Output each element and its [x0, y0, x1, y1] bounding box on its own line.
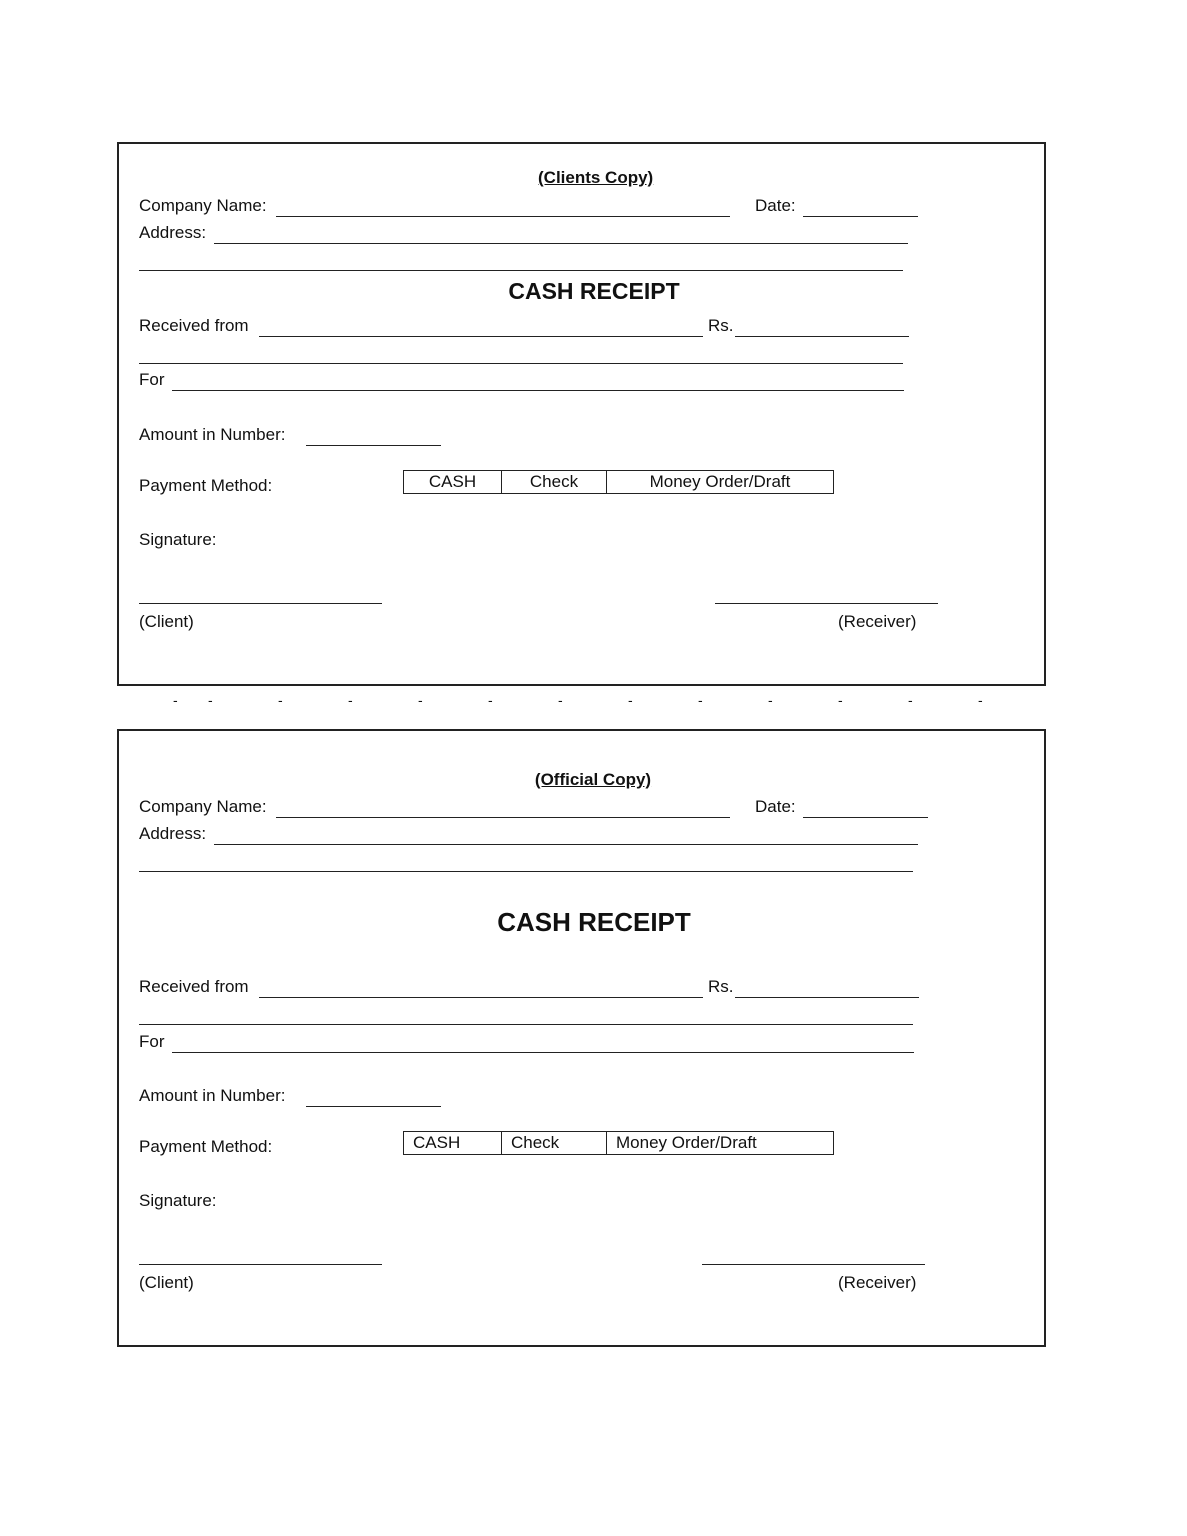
date-label: Date: [755, 196, 796, 215]
client-label: (Client) [139, 1273, 194, 1292]
payment-method-table [403, 1131, 834, 1155]
date-label: Date: [755, 797, 796, 816]
signature-label: Signature: [139, 530, 217, 549]
client-signature-line[interactable] [139, 1264, 382, 1265]
date-field[interactable] [803, 216, 918, 217]
separator-dash: - [768, 692, 773, 708]
received-from-field[interactable] [259, 336, 703, 337]
for-label: For [139, 1032, 165, 1051]
company-name-field[interactable] [276, 216, 730, 217]
separator-dash: - [628, 692, 633, 708]
payment-method-label: Payment Method: [139, 476, 273, 495]
separator-dash: - [173, 692, 178, 708]
payment-method-label: Payment Method: [139, 1137, 273, 1156]
company-name-label: Company Name: [139, 797, 267, 816]
separator-dash: - [488, 692, 493, 708]
receiver-label: (Receiver) [838, 1273, 917, 1292]
received-from-field-line-2[interactable] [139, 1024, 913, 1025]
official-copy-receipt [117, 729, 1046, 1347]
amount-in-number-label: Amount in Number: [139, 1086, 286, 1105]
copy-label: (Clients Copy) [538, 168, 654, 187]
rs-field[interactable] [735, 336, 909, 337]
receiver-signature-line[interactable] [715, 603, 938, 604]
separator-dash: - [978, 692, 983, 708]
separator-dash: - [558, 692, 563, 708]
clients-copy-receipt [117, 142, 1046, 686]
payment-method-table [403, 470, 834, 494]
receipt-title: CASH RECEIPT [497, 907, 691, 937]
for-field[interactable] [172, 1052, 914, 1053]
company-name-field[interactable] [276, 817, 730, 818]
for-field[interactable] [172, 390, 904, 391]
separator-dash: - [418, 692, 423, 708]
client-signature-line[interactable] [139, 603, 382, 604]
rs-label: Rs. [708, 977, 734, 996]
amount-in-number-field[interactable] [306, 1106, 441, 1107]
rs-field[interactable] [735, 997, 919, 998]
address-field-line-2[interactable] [139, 871, 913, 872]
payment-option-money-order[interactable]: Money Order/Draft [649, 472, 791, 491]
receipt-title: CASH RECEIPT [508, 278, 680, 304]
company-name-label: Company Name: [139, 196, 267, 215]
received-from-field[interactable] [259, 997, 703, 998]
payment-option-check[interactable]: Check [502, 1132, 607, 1154]
separator-dash: - [838, 692, 843, 708]
received-from-label: Received from [139, 316, 249, 335]
address-field[interactable] [214, 243, 908, 244]
amount-in-number-label: Amount in Number: [139, 425, 286, 444]
address-field[interactable] [214, 844, 918, 845]
separator-dash: - [208, 692, 213, 708]
payment-option-money-order[interactable]: Money Order/Draft [616, 1133, 757, 1152]
received-from-field-line-2[interactable] [139, 363, 903, 364]
signature-label: Signature: [139, 1191, 217, 1210]
amount-in-number-field[interactable] [306, 445, 441, 446]
address-label: Address: [139, 223, 207, 242]
received-from-label: Received from [139, 977, 249, 996]
payment-option-cash[interactable]: CASH [404, 1132, 502, 1154]
separator-dash: - [908, 692, 913, 708]
receiver-signature-line[interactable] [702, 1264, 925, 1265]
copy-label: (Official Copy) [534, 770, 652, 789]
receiver-label: (Receiver) [838, 612, 917, 631]
separator-dash: - [278, 692, 283, 708]
address-field-line-2[interactable] [139, 270, 903, 271]
separator-dash: - [348, 692, 353, 708]
rs-label: Rs. [708, 316, 734, 335]
payment-option-cash[interactable]: CASH [404, 471, 502, 493]
payment-option-check[interactable]: Check [502, 471, 607, 493]
for-label: For [139, 370, 165, 389]
client-label: (Client) [139, 612, 194, 631]
date-field[interactable] [803, 817, 928, 818]
address-label: Address: [139, 824, 207, 843]
separator-dash: - [698, 692, 703, 708]
